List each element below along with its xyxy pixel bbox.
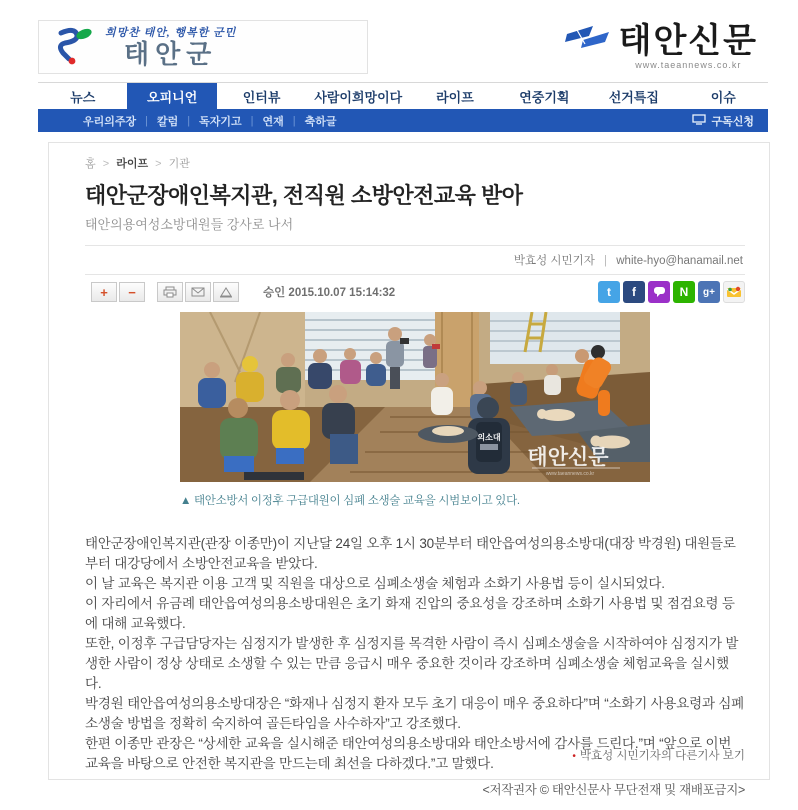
font-larger-button[interactable]: + xyxy=(91,282,117,302)
nav-tab-life[interactable]: 라이프 xyxy=(436,89,474,105)
svg-text:www.taeannews.co.kr: www.taeannews.co.kr xyxy=(545,471,595,477)
article-toolbar xyxy=(85,275,745,310)
monitor-icon xyxy=(692,114,706,128)
more-articles-label: 박효성 시민기자의 다른기사 보기 xyxy=(579,750,745,762)
breadcrumb xyxy=(85,155,745,171)
font-smaller-button[interactable]: − xyxy=(119,282,145,302)
county-slogan: 희망찬 태안, 행복한 군민 xyxy=(105,26,237,39)
subnav-congrats[interactable]: 축하글 xyxy=(304,115,337,128)
county-name: 태안군 xyxy=(123,38,218,69)
nav-tab-issue[interactable]: 이슈 xyxy=(710,89,736,105)
article-tools xyxy=(157,282,241,302)
nav-tab-interview[interactable]: 인터뷰 xyxy=(242,89,281,105)
breadcrumb-separator: > xyxy=(155,158,162,170)
googleplus-icon[interactable]: g+ xyxy=(698,281,720,303)
approved-label: 승인 xyxy=(263,287,286,299)
byline-separator: | xyxy=(604,255,608,267)
header xyxy=(0,0,798,82)
copyright-notice: <저작권자 © 태안신문사 무단전재 및 재배포금지> xyxy=(482,783,745,797)
facebook-icon[interactable]: f xyxy=(623,281,645,303)
photo-caption: ▲ 태안소방서 이정후 구급대원이 심폐 소생술 교육을 시범보이고 있다. xyxy=(180,495,520,507)
paragraph: 태안군장애인복지관(관장 이종만)이 지난달 24일 오후 1시 30분부터 태안읍여성의용소방대(대장 박경원) 대원들로부터 대강당에서 소방안전교육을 받았다. xyxy=(85,536,736,571)
naver-icon[interactable]: N xyxy=(673,281,695,303)
approved-date: 2015.10.07 15:14:32 xyxy=(288,287,396,299)
twitter-icon[interactable]: t xyxy=(598,281,620,303)
subnav-separator: | xyxy=(292,114,296,127)
red-bullet-icon: • xyxy=(572,751,576,762)
article-subtitle: 태안의용여성소방대원들 강사로 나서 xyxy=(85,217,294,232)
article-photo-wrap xyxy=(180,312,650,508)
article-container xyxy=(48,142,770,797)
paragraph: 박경원 태안읍여성의용소방대장은 “화재나 심정지 환자 모두 초기 대응이 매우 중요하다”며 “소화기 사용요령과 심폐소생술 방법을 정확히 숙지하여 골든타임을 사수하자”고 강조했다. xyxy=(85,696,745,731)
county-logo-text xyxy=(105,28,236,67)
reporter-email[interactable]: white-hyo@hanamail.net xyxy=(616,255,743,267)
county-symbol-icon xyxy=(53,25,95,70)
main-nav xyxy=(38,82,768,109)
nav-tab-election[interactable]: 선거특집 xyxy=(608,89,659,105)
breadcrumb-home[interactable]: 홈 xyxy=(85,158,96,170)
subscribe-button[interactable] xyxy=(692,113,754,129)
mail-icon[interactable] xyxy=(723,281,745,303)
nav-tab-opinion[interactable]: 오피니언 xyxy=(127,83,216,109)
breadcrumb-institution[interactable]: 기관 xyxy=(168,158,190,170)
article-photo xyxy=(180,312,650,482)
email-icon[interactable] xyxy=(185,282,211,302)
kakaostory-icon[interactable] xyxy=(648,281,670,303)
paragraph: 또한, 이정후 구급담당자는 심정지가 발생한 후 심정지를 목격한 사람이 즉시 심폐소생술을 시작하여야 심정지가 발생한 사람이 정상 상태로 소생할 수 있는 만큼 응급시 매우 중요한 것이라 강조하며 심폐소생술 체험교육을 실시했다. xyxy=(85,636,739,691)
approved-datetime xyxy=(263,284,395,300)
nav-tab-yearly[interactable]: 연중기획 xyxy=(519,89,570,105)
subnav-separator: | xyxy=(187,114,191,127)
nav-tab-news[interactable]: 뉴스 xyxy=(70,89,96,105)
subnav-reader-post[interactable]: 독자기고 xyxy=(199,115,242,128)
subnav-separator: | xyxy=(250,114,254,127)
sub-nav xyxy=(38,109,768,132)
subnav-our-opinion[interactable]: 우리의주장 xyxy=(83,115,137,128)
paragraph: 이 날 교육은 복지관 이용 고객 및 직원을 대상으로 심폐소생술 체험과 소화기 사용법 등이 실시되었다. xyxy=(85,576,665,591)
newspaper-flag-icon xyxy=(563,24,613,59)
breadcrumb-life[interactable]: 라이프 xyxy=(116,158,149,170)
social-share-bar xyxy=(598,281,745,303)
newspaper-name: 태안신문 xyxy=(618,22,758,60)
newspaper-url: www.taeannews.co.kr xyxy=(635,60,742,70)
article-body xyxy=(85,534,745,774)
newspaper-logo-text xyxy=(619,24,758,70)
paragraph: 이 자리에서 유금례 태안읍여성의용소방대원은 초기 화재 진압의 중요성을 강조하며 소화기 사용법 및 점검요령 등에 대해 교육했다. xyxy=(85,596,735,631)
taean-county-logo[interactable] xyxy=(38,20,368,74)
vest-label: 의소대 xyxy=(477,433,501,442)
article-title: 태안군장애인복지관, 전직원 소방안전교육 받아 xyxy=(85,183,523,208)
scrap-icon[interactable] xyxy=(213,282,239,302)
subnav-column[interactable]: 칼럼 xyxy=(157,115,179,128)
print-icon[interactable] xyxy=(157,282,183,302)
subnav-separator: | xyxy=(145,114,148,127)
breadcrumb-separator: > xyxy=(102,158,110,170)
photo-watermark: 태안신문 xyxy=(527,446,609,469)
newspaper-logo[interactable] xyxy=(563,24,758,70)
byline xyxy=(85,245,745,275)
nav-tab-people[interactable]: 사람이희망이다 xyxy=(314,89,403,105)
more-articles-link[interactable] xyxy=(572,747,745,763)
subscribe-label: 구독신청 xyxy=(711,115,754,128)
subnav-series[interactable]: 연재 xyxy=(262,115,284,128)
font-size-controls xyxy=(91,282,147,302)
reporter-name: 박효성 시민기자 xyxy=(513,255,595,267)
paragraph: 한편 이종만 관장은 “상세한 교육을 실시해준 태안여성의용소방대와 태안소방서에 감사를 드린다.”며 “앞으로 이번 교육을 바탕으로 안전한 복지관을 만드는데 최선을 다하겠다.”고 말했다. xyxy=(85,736,732,771)
